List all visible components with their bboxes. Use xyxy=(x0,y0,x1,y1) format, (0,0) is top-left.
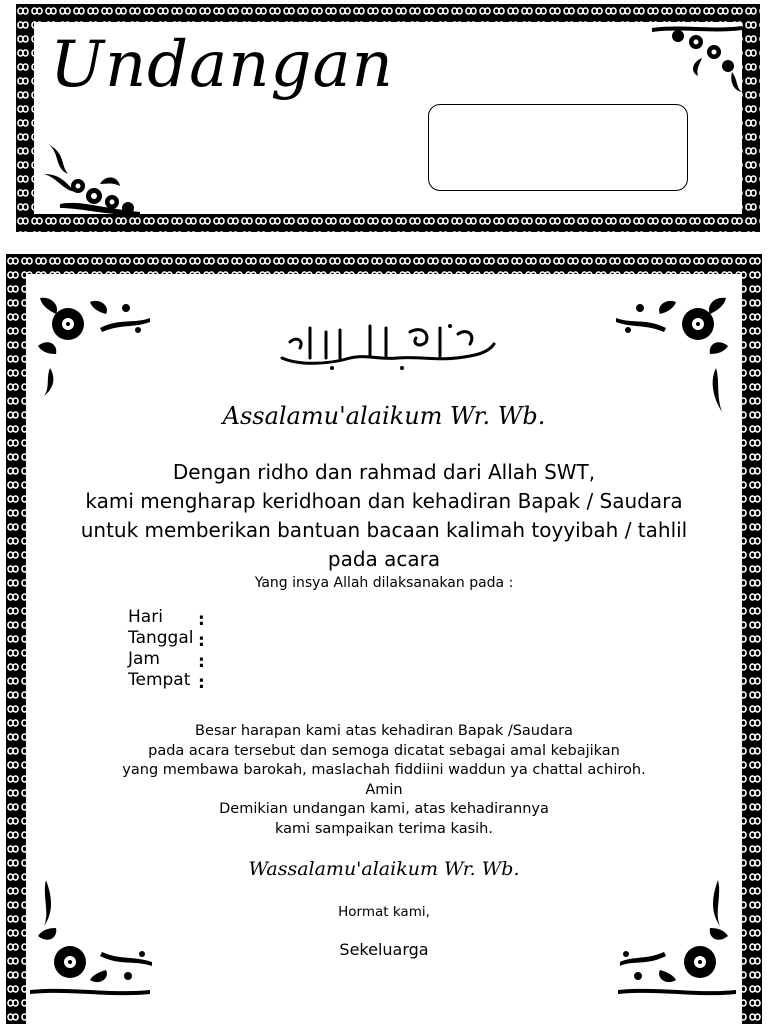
floral-corner-icon xyxy=(30,288,152,398)
intro-paragraph xyxy=(30,458,738,574)
intro-line: untuk memberikan bantuan bacaan kalimah toyyibah / tahlil xyxy=(80,518,688,542)
address-box[interactable] xyxy=(428,104,688,191)
detail-label: Tanggal xyxy=(128,628,194,648)
closing-line: kami sampaikan terima kasih. xyxy=(275,820,493,837)
floral-corner-icon xyxy=(40,134,144,220)
detail-colon: : xyxy=(198,652,205,672)
intro-line: Dengan ridho dan rahmad dari Allah SWT, xyxy=(172,460,596,484)
closing-paragraph xyxy=(0,722,768,839)
closing-line: pada acara tersebut dan semoga dicatat sebagai amal kebajikan xyxy=(148,742,620,759)
intro-line: pada acara xyxy=(327,547,441,571)
schedule-intro: Yang insya Allah dilaksanakan pada : xyxy=(254,575,514,591)
greeting-open: Assalamu'alaikum Wr. Wb. xyxy=(222,402,546,430)
signature: Sekeluarga xyxy=(339,940,429,959)
floral-corner-icon xyxy=(652,22,744,94)
closing-line: yang membawa barokah, maslachah fiddiini waddun ya chattal achiroh. xyxy=(122,762,646,778)
detail-colon: : xyxy=(198,673,205,693)
detail-colon: : xyxy=(198,631,205,651)
closing-line: Amin xyxy=(365,781,403,798)
floral-corner-icon xyxy=(30,876,156,1000)
envelope-title: Undangan xyxy=(50,28,394,102)
signoff: Hormat kami, xyxy=(338,904,430,920)
floral-corner-icon xyxy=(618,876,736,1000)
detail-label: Jam xyxy=(128,649,160,669)
detail-colon: : xyxy=(198,610,205,630)
closing-line: Besar harapan kami atas kehadiran Bapak /Saudara xyxy=(195,723,573,739)
detail-label: Hari xyxy=(128,607,163,627)
floral-corner-icon xyxy=(612,288,736,414)
greeting-close: Wassalamu'alaikum Wr. Wb. xyxy=(248,858,520,880)
detail-label: Tempat xyxy=(128,670,191,690)
bismillah-calligraphy xyxy=(270,318,500,374)
closing-line: Demikian undangan kami, atas kehadirannya xyxy=(219,801,549,817)
intro-line: kami mengharap keridhoan dan kehadiran Bapak / Saudara xyxy=(85,489,683,513)
